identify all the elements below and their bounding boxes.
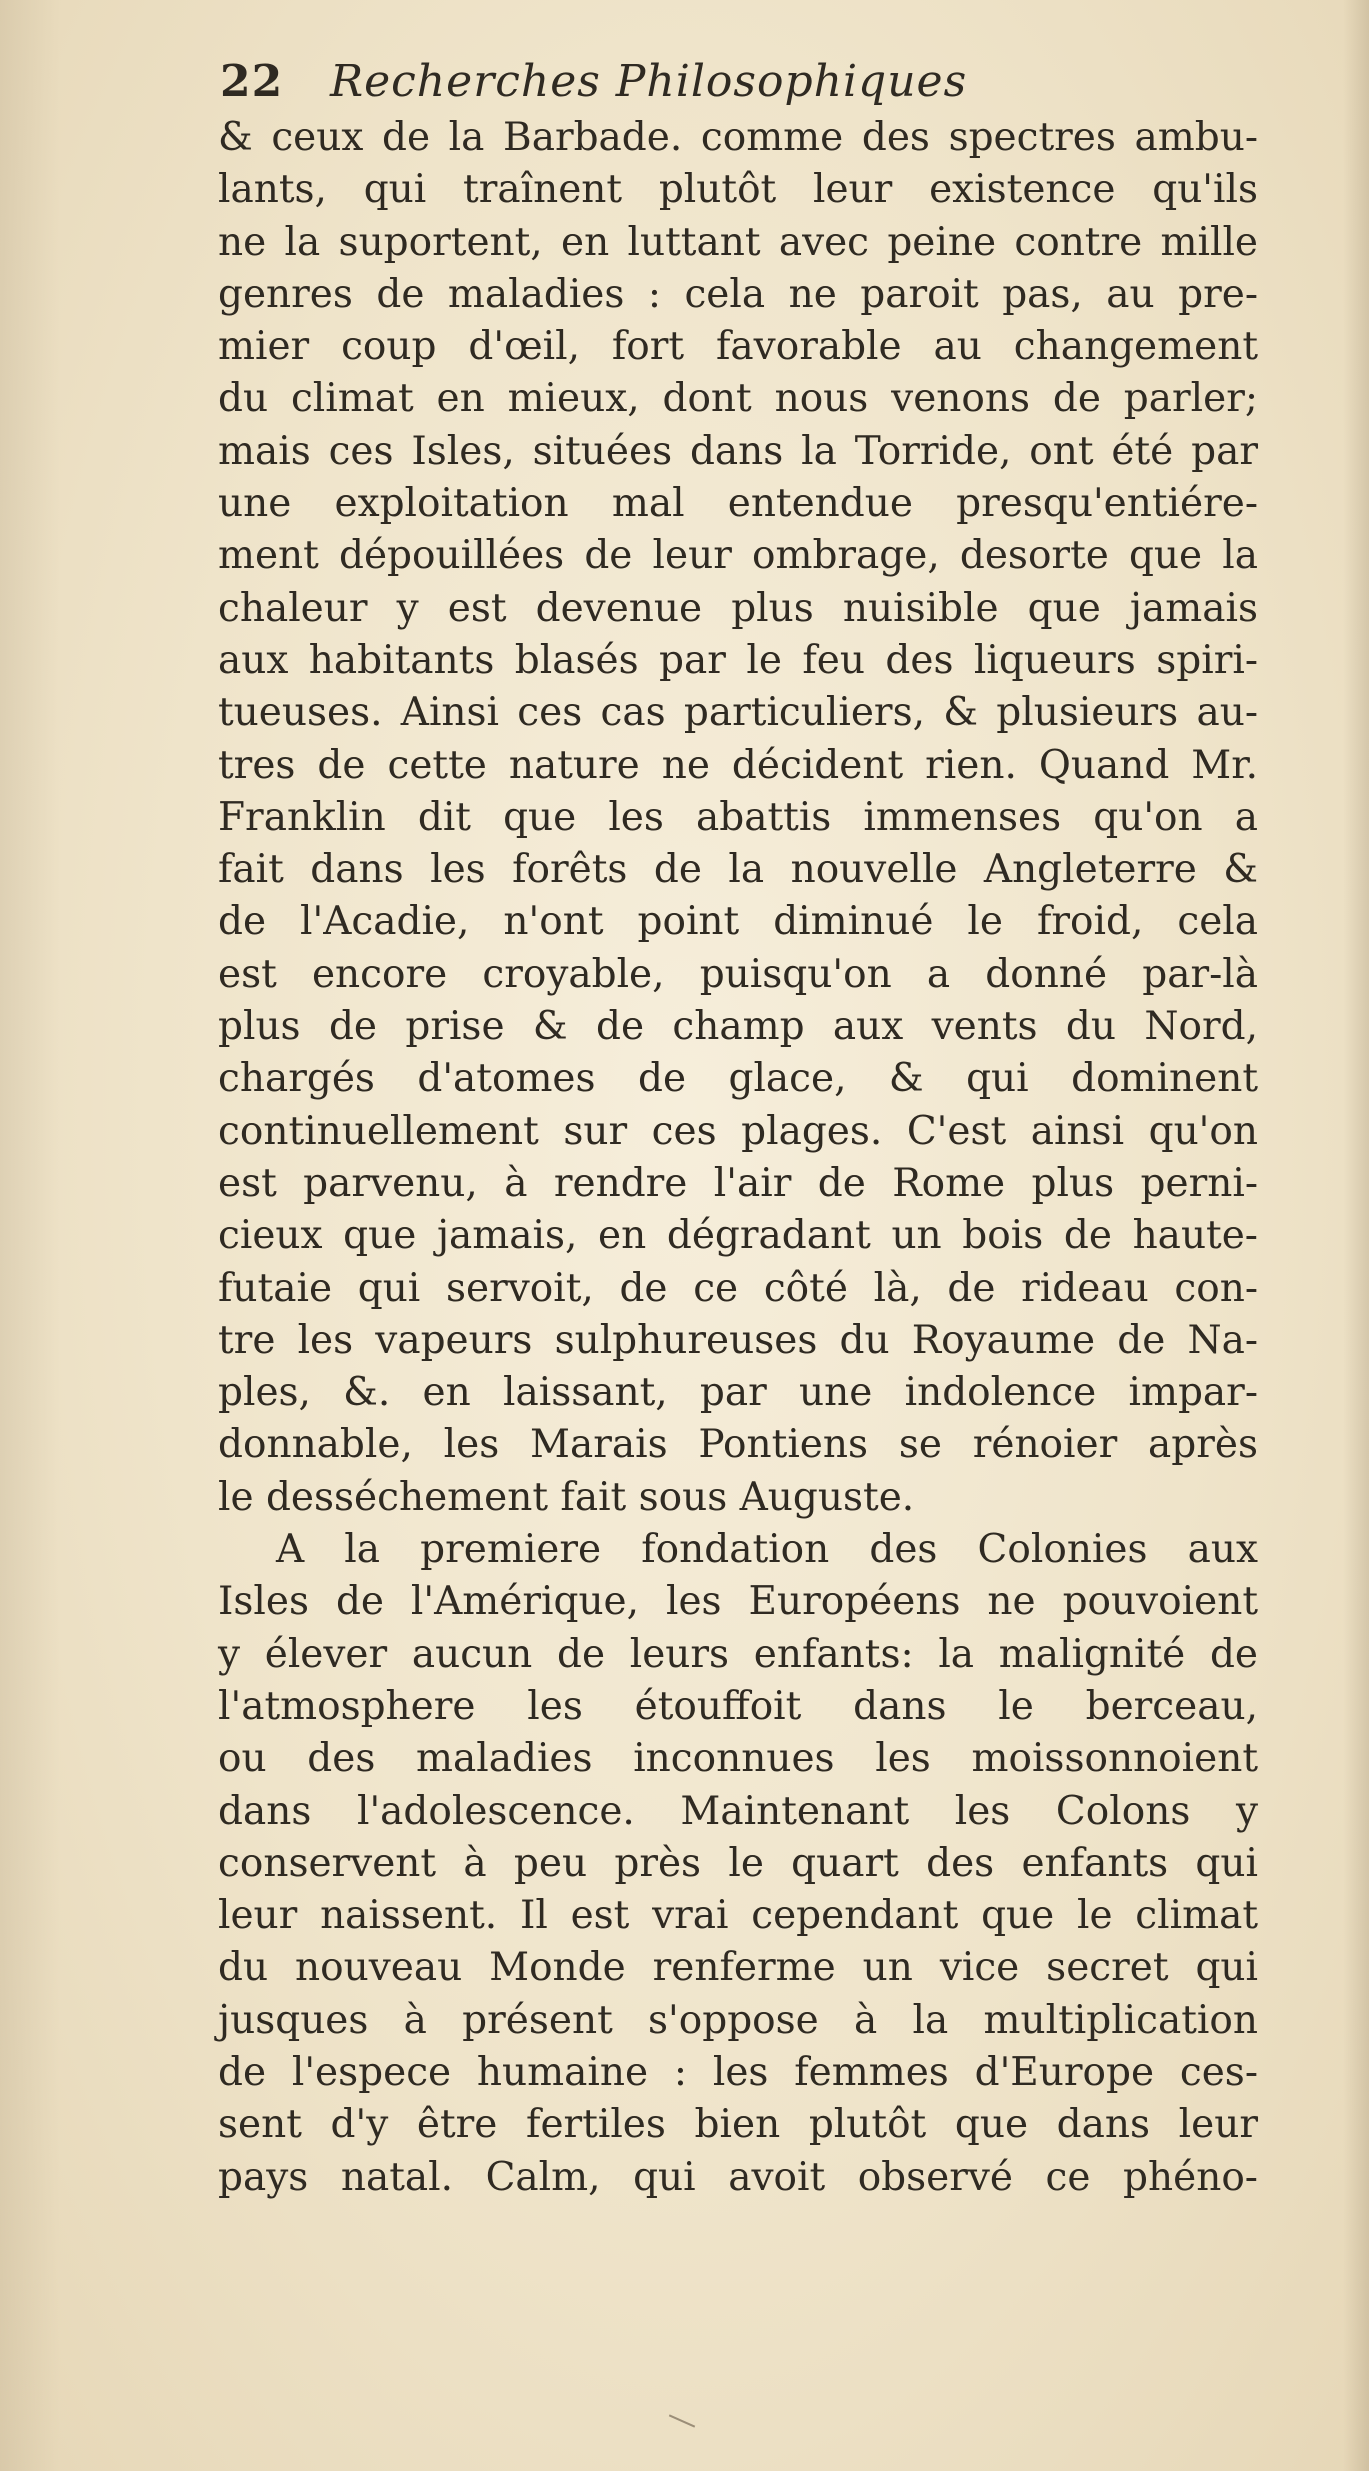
text-line: du climat en mieux, dont nous venons de parler; xyxy=(218,376,1258,422)
text-line: une exploitation mal entendue presqu'entiére- xyxy=(218,481,1258,527)
text-line: plus de prise & de champ aux vents du Nord, xyxy=(218,1004,1258,1050)
text-line: y élever aucun de leurs enfants: la malignité de xyxy=(218,1631,1258,1677)
text-line: chargés d'atomes de glace, & qui dominent xyxy=(218,1056,1258,1102)
text-line: mais ces Isles, situées dans la Torride, ont été par xyxy=(218,428,1258,474)
text-line: tres de cette nature ne décident rien. Quand Mr. xyxy=(218,742,1258,788)
text-line: chaleur y est devenue plus nuisible que jamais xyxy=(218,585,1258,631)
text-line: lants, qui traînent plutôt leur existence qu'ils xyxy=(218,167,1258,213)
text-line: de l'Acadie, n'ont point diminué le froid, cela xyxy=(218,899,1258,945)
text-line: Isles de l'Amérique, les Européens ne pouvoient xyxy=(218,1579,1258,1625)
text-line: genres de maladies : cela ne paroit pas, au pre- xyxy=(218,271,1258,317)
text-line: conservent à peu près le quart des enfants qui xyxy=(218,1840,1258,1886)
text-line: tre les vapeurs sulphureuses du Royaume de Na- xyxy=(218,1317,1258,1363)
text-line: leur naissent. Il est vrai cependant que le climat xyxy=(218,1893,1258,1939)
text-line: tueuses. Ainsi ces cas particuliers, & plusieurs au- xyxy=(218,690,1258,736)
text-line: ment dépouillées de leur ombrage, desorte que la xyxy=(218,533,1258,579)
text-line: le desséchement fait sous Auguste. xyxy=(218,1474,915,1520)
text-line: donnable, les Marais Pontiens se rénoier après xyxy=(218,1422,1258,1468)
text-line: pays natal. Calm, qui avoit observé ce phéno- xyxy=(218,2154,1258,2200)
text-line: l'atmosphere les étouffoit dans le berceau, xyxy=(218,1683,1258,1729)
text-line: continuellement sur ces plages. C'est ainsi qu'on xyxy=(218,1108,1258,1154)
text-line: du nouveau Monde renferme un vice secret qui xyxy=(218,1945,1258,1991)
text-line: Franklin dit que les abattis immenses qu'on a xyxy=(218,794,1258,840)
running-title: Recherches Philosophiques xyxy=(330,56,968,107)
text-line: sent d'y être fertiles bien plutôt que dans leur xyxy=(218,2102,1258,2148)
text-line: est encore croyable, puisqu'on a donné par-là xyxy=(218,951,1258,997)
text-line: futaie qui servoit, de ce côté là, de rideau con- xyxy=(218,1265,1258,1311)
text-line: mier coup d'œil, fort favorable au changement xyxy=(218,324,1258,370)
text-line: aux habitants blasés par le feu des liqueurs spiri- xyxy=(218,637,1258,683)
body-text xyxy=(218,112,1258,2204)
gutter-shadow xyxy=(1343,0,1369,2471)
text-line: jusques à présent s'oppose à la multiplication xyxy=(218,1997,1258,2043)
pencil-mark xyxy=(669,2414,695,2427)
page-number: 22 xyxy=(220,56,284,107)
text-line: ou des maladies inconnues les moissonnoient xyxy=(218,1736,1258,1782)
running-head xyxy=(220,56,1240,116)
text-line: de l'espece humaine : les femmes d'Europe ces- xyxy=(218,2049,1258,2095)
text-line: ples, &. en laissant, par une indolence impar- xyxy=(218,1370,1258,1416)
text-line: fait dans les forêts de la nouvelle Angleterre & xyxy=(218,847,1258,893)
text-line: ne la suportent, en luttant avec peine contre mille xyxy=(218,219,1258,265)
text-line: dans l'adolescence. Maintenant les Colons y xyxy=(218,1788,1258,1834)
text-line: est parvenu, à rendre l'air de Rome plus perni- xyxy=(218,1160,1258,1206)
text-line: cieux que jamais, en dégradant un bois de haute- xyxy=(218,1213,1258,1259)
text-line: A la premiere fondation des Colonies aux xyxy=(276,1527,1258,1573)
page-edge-shadow xyxy=(0,0,60,2471)
text-line: & ceux de la Barbade. comme des spectres ambu- xyxy=(218,115,1258,160)
